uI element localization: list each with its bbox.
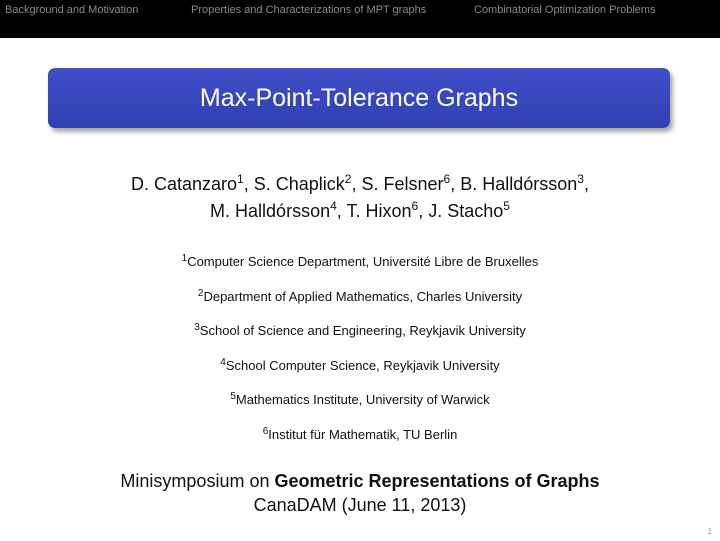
author-name: M. Halldórsson — [210, 201, 331, 221]
affiliation-marker: 5 — [230, 391, 236, 402]
nav-item-background[interactable]: Background and Motivation — [5, 4, 139, 16]
author-affiliation-marker: 6 — [443, 172, 451, 186]
affiliation-1 — [0, 254, 720, 269]
event-line-1 — [0, 469, 720, 493]
affiliation-6 — [0, 427, 720, 442]
author-name: S. Felsner — [361, 174, 444, 194]
event-title: Geometric Representations of Graphs — [274, 471, 600, 491]
title-box — [48, 68, 670, 128]
author-name: D. Catanzaro — [130, 174, 238, 194]
slide-title: Max-Point-Tolerance Graphs — [199, 83, 519, 112]
nav-item-properties[interactable]: Properties and Characterizations of MPT graphs — [191, 4, 427, 16]
navigation-bar — [0, 0, 720, 38]
author-separator: , — [583, 174, 589, 194]
affiliation-3 — [0, 323, 720, 338]
author-affiliation-marker: 6 — [411, 199, 419, 213]
affiliation-text: Computer Science Department, Université Libre de Bruxelles — [187, 254, 539, 269]
affiliation-marker: 2 — [197, 288, 204, 299]
author-line-2 — [0, 198, 720, 225]
author-separator: , — [351, 174, 362, 194]
affiliation-text: Mathematics Institute, University of Warwick — [235, 392, 490, 407]
nav-item-optimization[interactable]: Combinatorial Optimization Problems — [474, 4, 656, 16]
event-prefix: Minisymposium on — [120, 471, 275, 491]
author-affiliation-marker: 1 — [237, 172, 244, 186]
affiliation-marker: 3 — [194, 322, 200, 333]
affiliation-text: Institut für Mathematik, TU Berlin — [268, 427, 458, 442]
author-affiliation-marker: 5 — [503, 199, 510, 213]
author-affiliation-marker: 4 — [330, 199, 337, 213]
author-name: T. Hixon — [346, 201, 412, 221]
author-name: J. Stacho — [428, 201, 504, 221]
author-name: B. Halldórsson — [460, 174, 578, 194]
author-separator: , — [243, 174, 254, 194]
author-affiliation-marker: 2 — [344, 172, 352, 186]
affiliation-text: School Computer Science, Reykjavik University — [225, 358, 500, 373]
author-separator: , — [336, 201, 347, 221]
affiliation-marker: 1 — [181, 253, 188, 264]
author-name: S. Chaplick — [253, 174, 345, 194]
event-info — [0, 469, 720, 517]
event-line-2: CanaDAM (June 11, 2013) — [253, 495, 467, 515]
affiliation-text: Department of Applied Mathematics, Charles University — [203, 289, 523, 304]
affiliation-5 — [0, 392, 720, 407]
author-separator: , — [418, 201, 429, 221]
author-line-1 — [0, 171, 720, 198]
affiliation-text: School of Science and Engineering, Reykjavik University — [199, 323, 526, 338]
affiliation-marker: 6 — [262, 426, 269, 437]
affiliation-marker: 4 — [220, 357, 226, 368]
author-list — [0, 171, 720, 225]
page-number: 1 — [707, 527, 712, 536]
affiliation-4 — [0, 358, 720, 373]
affiliation-2 — [0, 289, 720, 304]
author-separator: , — [450, 174, 461, 194]
author-affiliation-marker: 3 — [577, 172, 584, 186]
